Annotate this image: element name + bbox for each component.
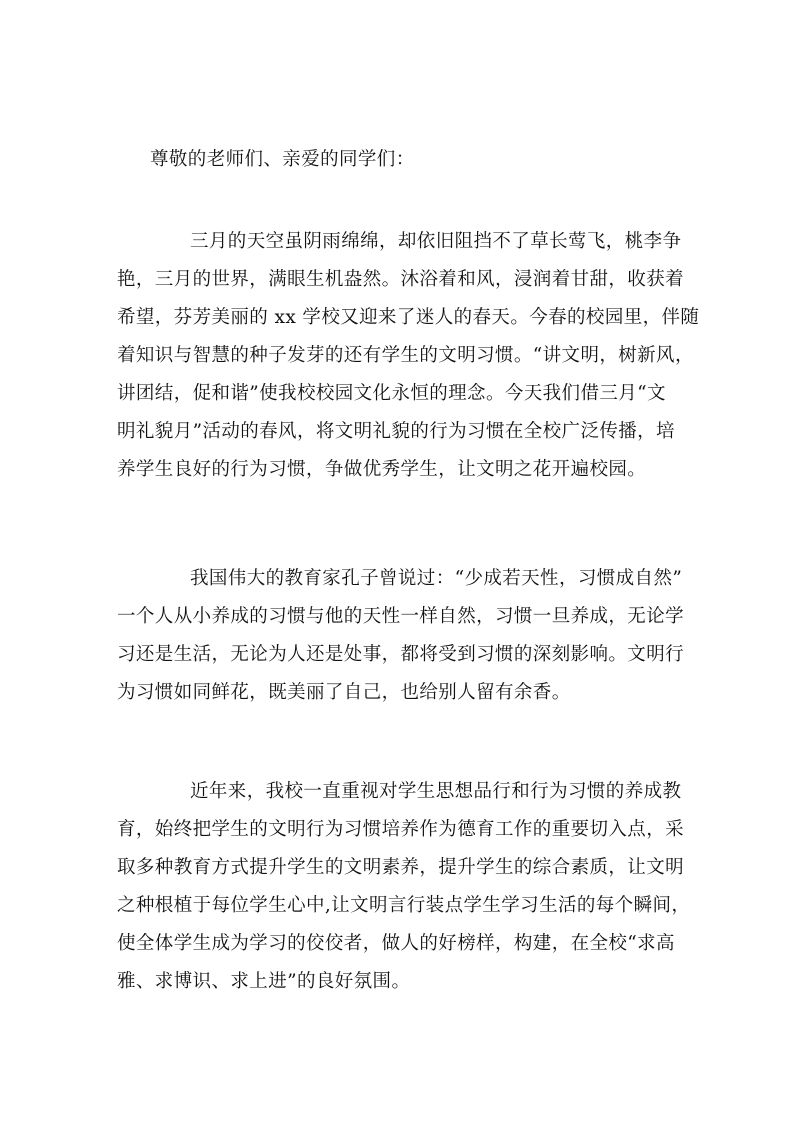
paragraph-line: 近年来，我校一直重视对学生思想品行和行为习惯的养成教: [190, 781, 682, 802]
paragraph-line: 一个人从小养成的习惯与他的天性一样自然，习惯一旦养成，无论学: [117, 606, 685, 627]
paragraph-line: 着知识与智慧的种子发芽的还有学生的文明习惯。“讲文明，树新风，: [117, 345, 694, 366]
paragraph-line: 三月的天空虽阴雨绵绵，却依旧阻挡不了草长莺飞，桃李争: [190, 231, 682, 252]
paragraph-line: 希望，芬芳美丽的 xx 学校又迎来了迷人的春天。今春的校园里，伴随: [117, 307, 700, 328]
paragraph-line: 习还是生活，无论为人还是处事，都将受到习惯的深刻影响。文明行: [117, 644, 685, 665]
paragraph-line: 我国伟大的教育家孔子曾说过：“少成若天性，习惯成自然”: [190, 568, 683, 589]
paragraph-line: 之种根植于每位学生心中,让文明言行装点学生学习生活的每个瞬间，: [117, 895, 691, 916]
salutation: 尊敬的老师们、亲爱的同学们：: [150, 149, 415, 170]
paragraph-line: 养学生良好的行为习惯，争做优秀学生，让文明之花开遍校园。: [117, 459, 647, 480]
paragraph-line: 为习惯如同鲜花，既美丽了自己，也给别人留有余香。: [117, 682, 571, 703]
paragraph-line: 艳，三月的世界，满眼生机盎然。沐浴着和风，浸润着甘甜，收获着: [117, 269, 685, 290]
paragraph-line: 使全体学生成为学习的佼佼者，做人的好榜样，构建，在全校“求高: [117, 933, 675, 954]
paragraph-line: 明礼貌月”活动的春风，将文明礼貌的行为习惯在全校广泛传播，培: [117, 421, 675, 442]
paragraph-line: 取多种教育方式提升学生的文明素养，提升学生的综合素质，让文明: [117, 857, 685, 878]
paragraph-line: 雅、求博识、求上进”的良好氛围。: [117, 971, 411, 992]
paragraph-line: 育，始终把学生的文明行为习惯培养作为德育工作的重要切入点，采: [117, 819, 685, 840]
paragraph-line: 讲团结，促和谐”使我校校园文化永恒的理念。今天我们借三月“文: [117, 383, 666, 404]
